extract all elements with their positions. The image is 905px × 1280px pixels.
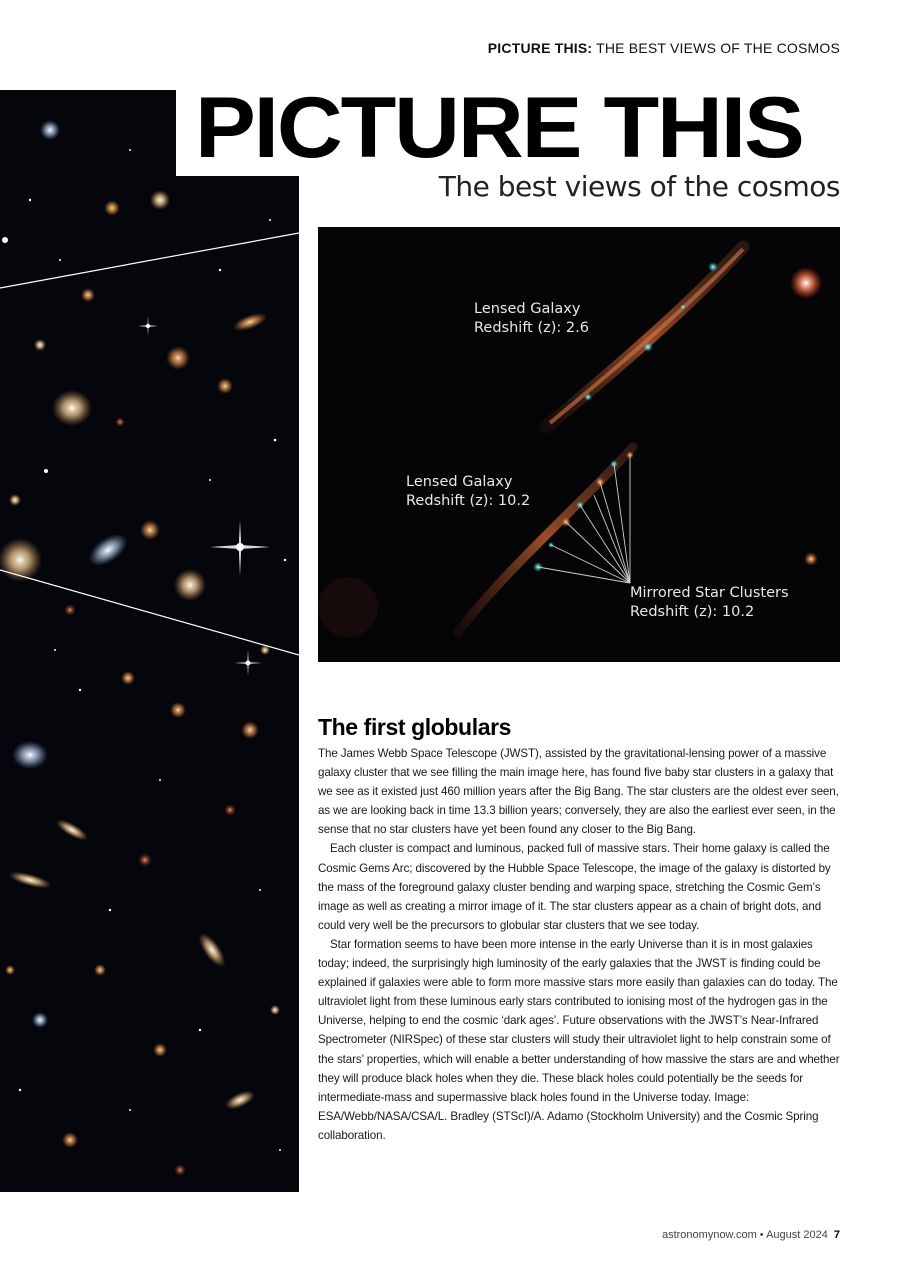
page-title: PICTURE THIS [195,80,803,176]
article-paragraph: Star formation seems to have been more intense in the early Universe than it is in most galaxies today; indeed, the surprisingly high luminosity of the early galaxies that the JWST is finding could be explained if galaxies were able to form more massive stars more easily than galaxies can do today. The ultraviolet light from these luminous early stars contributed to ionising most of the hydrogen gas in the Universe, helping to end the cosmic ‘dark ages’. Future observations with the JWST’s Near-Infrared Spectrometer (NIRSpec) of these star clusters will study their ultraviolet light to help constrain some of the stars’ properties, which will enable a better understanding of how massive the stars are and whether they will produce black holes when they die. These black holes could potentially be the seeds for intermediate-mass and supermassive black holes found in the Universe today. Image: ESA/Webb/NASA/CSA/L. Bradley (STScI)/A. Adamo (Stockholm University) and the Cosmic Spring collaboration. [318,937,840,1142]
label-redshift: Redshift (z): 10.2 [406,493,531,509]
page-subtitle: The best views of the cosmos [438,170,840,203]
running-head-topic: THE BEST VIEWS OF THE COSMOS [592,40,840,56]
article-paragraph: The James Webb Space Telescope (JWST), assisted by the gravitational-lensing power of a massive galaxy cluster that we see filling the main image here, has found five baby star clusters in a galaxy that we see as it existed just 460 million years after the Big Bang. The star clusters are the oldest ever seen, as we are looking back in time 13.3 billion years; conversely, they are also the earliest ever seen, in the sense that no star clusters have yet been found any closer to the Big Bang. [318,747,839,837]
footer-site-date: astronomynow.com • August 2024 [661,1229,828,1241]
label-lensed-galaxy-z102 [406,473,530,511]
label-name: Lensed Galaxy [474,301,581,317]
lensed-galaxy-inset [318,227,840,662]
page-number: 7 [833,1229,840,1241]
page-footer [662,1229,840,1241]
label-name: Mirrored Star Clusters [630,585,789,601]
label-mirrored-star-clusters [630,584,789,622]
deep-field-image [0,90,299,1192]
article [318,712,840,1145]
label-redshift: Redshift (z): 10.2 [630,604,755,620]
running-head [488,40,840,56]
label-name: Lensed Galaxy [406,474,513,490]
label-redshift: Redshift (z): 2.6 [474,320,589,336]
article-heading: The first globulars [318,714,512,740]
article-paragraph: Each cluster is compact and luminous, packed full of massive stars. Their home galaxy is called the Cosmic Gems Arc; discovered by the Hubble Space Telescope, the image of the galaxy is distorted by the mass of the foreground galaxy cluster bending and warping space, stretching the Cosmic Gem’s image as well as creating a mirror image of it. The star clusters appear as a chain of bright dots, and could very well be the precursors to globular star clusters that we see today. [318,842,831,932]
label-lensed-galaxy-z26 [474,300,589,338]
running-head-section: PICTURE THIS: [487,40,593,56]
